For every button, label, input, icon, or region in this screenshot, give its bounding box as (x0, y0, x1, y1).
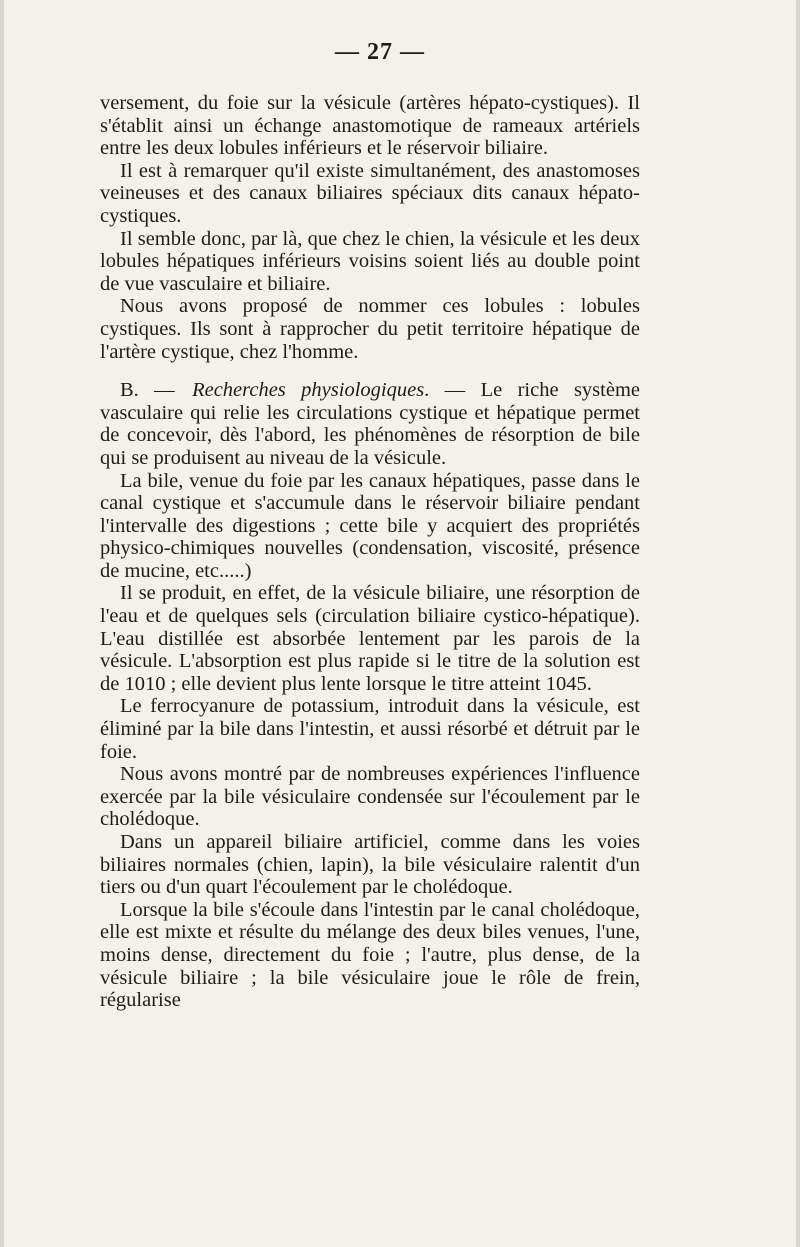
book-page (100, 30, 640, 1012)
paragraph: Le ferrocyanure de potassium, introduit dans la vésicule, est éliminé par la bile dans l'intestin, et aussi résorbé et détruit par le foie. (100, 695, 640, 763)
section-title: Recherches physiologiques (192, 379, 425, 402)
scan-edge-right (796, 0, 800, 1247)
paragraph: Lorsque la bile s'écoule dans l'intestin par le canal cholédoque, elle est mixte et résulte du mélange des deux biles venues, l'une, moins dense, directement du foie ; l'autre, plus dense, de la vésicule biliaire ; la bile vésiculaire joue le rôle de frein, régularise (100, 898, 640, 1012)
paragraph: Nous avons montré par de nombreuses expériences l'influence exercée par la bile vésiculaire condensée sur l'écoulement par le cholédoque. (100, 763, 640, 831)
page-number: — 27 — (335, 39, 425, 65)
page-body (100, 92, 640, 1012)
section-text: . — Le riche système vasculaire qui relie les circulations cystique et hépatique permet de concevoir, dès l'abord, les phénomènes de résorption de bile qui se produisent au niveau de la vésicule. (100, 379, 640, 469)
paragraph: La bile, venue du foie par les canaux hépatiques, passe dans le canal cystique et s'accumule dans le réservoir biliaire pendant l'intervalle des digestions ; cette bile y acquiert des propriétés physico-chimiques nouvelles (condensation, viscosité, présence de mucine, etc.....) (100, 469, 640, 582)
section-marker: B. — (120, 379, 191, 402)
paragraph: Il semble donc, par là, que chez le chien, la vésicule et les deux lobules hépatiques inférieurs voisins soient liés au double point de vue vasculaire et biliaire. (100, 227, 640, 295)
paragraph: Dans un appareil biliaire artificiel, comme dans les voies biliaires normales (chien, lapin), la bile vésiculaire ralentit d'un tiers ou d'un quart l'écoulement par le cholédoque. (100, 831, 640, 899)
paragraph-continuation: versement, du foie sur la vésicule (artères hépato-cystiques). Il s'établit ainsi un échange anastomotique de rameaux artériels entre les deux lobules inférieurs et le réservoir biliaire. (100, 92, 640, 160)
paragraph: Il se produit, en effet, de la vésicule biliaire, une résorption de l'eau et de quelques sels (circulation biliaire cystico-hépatique). L'eau distillée est absorbée lentement par les parois de la vésicule. L'absorption est plus rapide si le titre de la solution est de 1010 ; elle devient plus lente lorsque le titre atteint 1045. (100, 582, 640, 695)
paragraph: Nous avons proposé de nommer ces lobules : lobules cystiques. Ils sont à rapprocher du petit territoire hépatique de l'artère cystique, chez l'homme. (100, 295, 640, 363)
paragraph: Il est à remarquer qu'il existe simultanément, des anastomoses veineuses et des canaux biliaires spéciaux dits canaux hépato-cystiques. (100, 159, 640, 227)
section-b-paragraph (100, 379, 640, 469)
scan-edge-left (0, 0, 4, 1247)
